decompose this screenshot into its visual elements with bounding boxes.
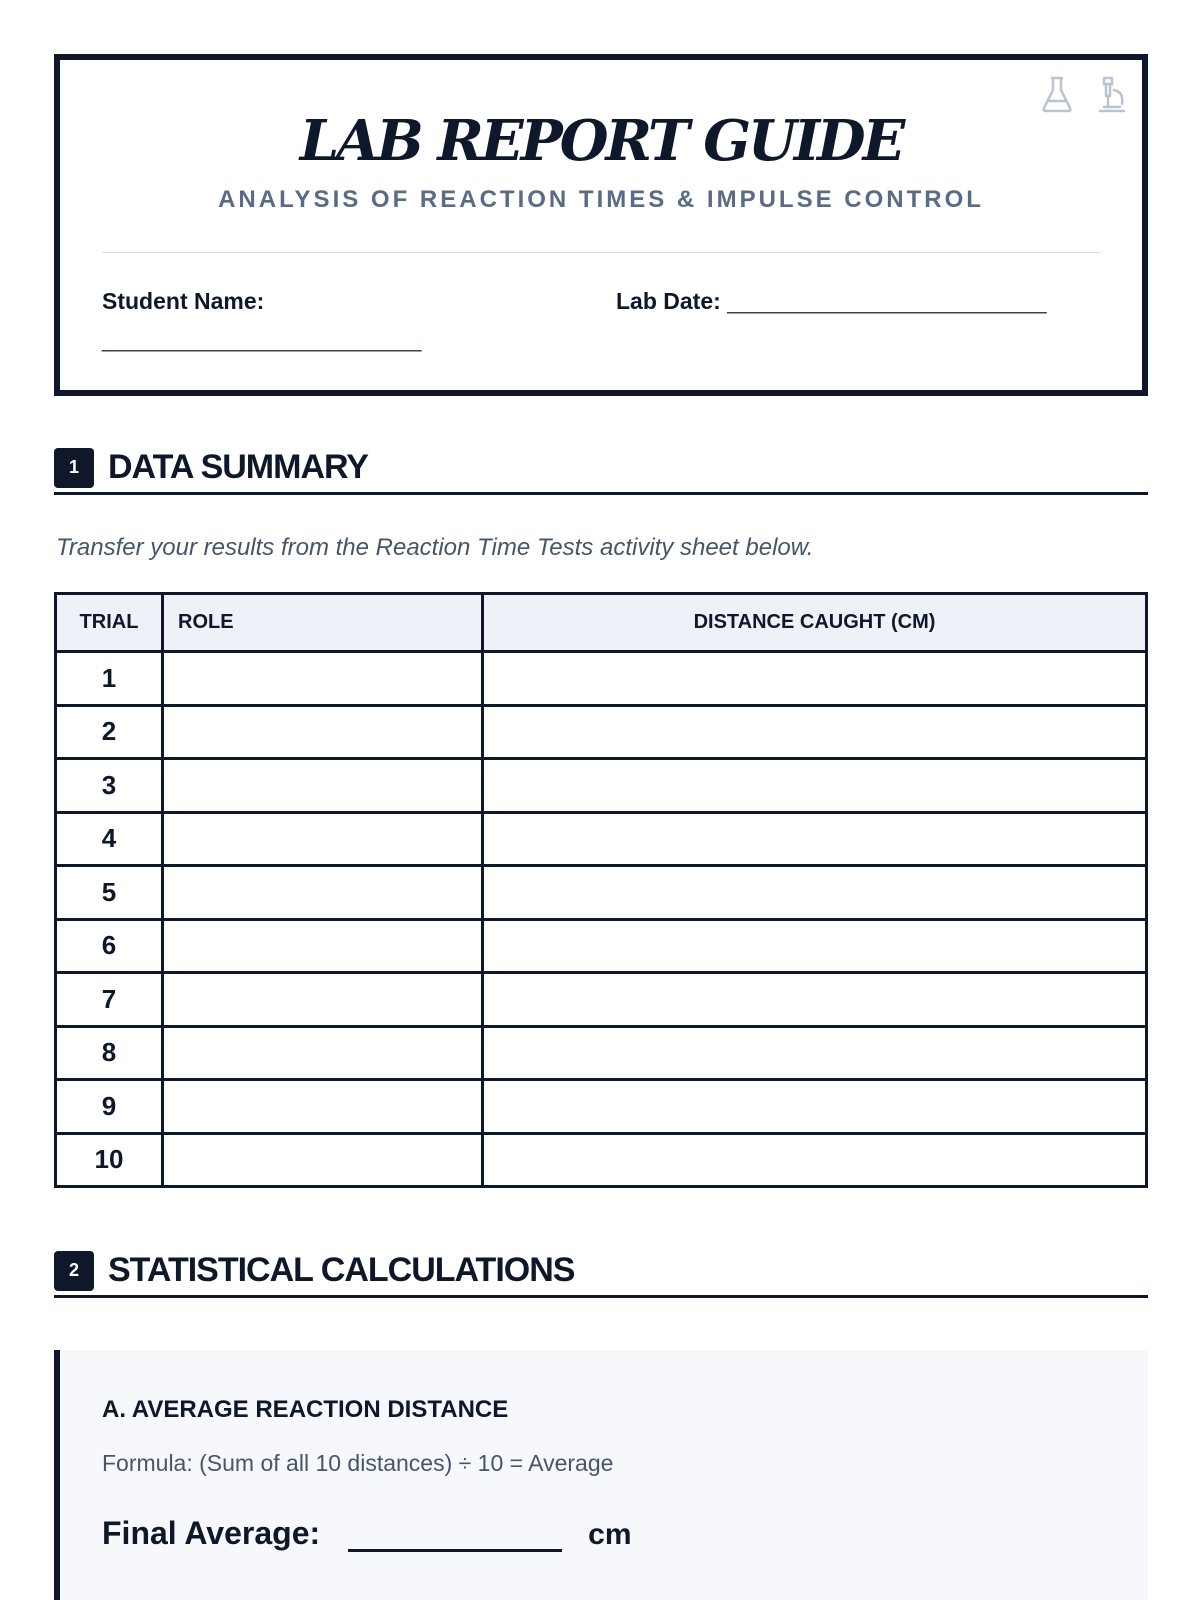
column-header-role: ROLE xyxy=(163,594,483,652)
section-data-summary-heading xyxy=(54,443,1148,495)
table-row xyxy=(56,973,1147,1027)
final-average-input[interactable] xyxy=(348,1512,562,1552)
table-row xyxy=(56,1026,1147,1080)
final-average-label: Final Average: xyxy=(102,1515,321,1551)
student-name-label: Student Name: xyxy=(102,288,265,314)
table-row xyxy=(56,919,1147,973)
trial-number: 1 xyxy=(56,652,163,706)
distance-cell[interactable] xyxy=(483,919,1147,973)
distance-cell[interactable] xyxy=(483,866,1147,920)
table-row xyxy=(56,652,1147,706)
formula-text: Formula: (Sum of all 10 distances) ÷ 10 = Average xyxy=(102,1450,614,1476)
role-cell[interactable] xyxy=(163,1133,483,1187)
final-average-row xyxy=(102,1512,632,1552)
calc-a-title: A. AVERAGE REACTION DISTANCE xyxy=(102,1396,509,1423)
trial-number: 7 xyxy=(56,973,163,1027)
distance-cell[interactable] xyxy=(483,973,1147,1027)
average-calculation-box xyxy=(54,1350,1148,1600)
role-cell[interactable] xyxy=(163,1026,483,1080)
student-name-field[interactable]: ___________________________ xyxy=(102,326,421,352)
lab-date-field[interactable]: ___________________________ xyxy=(727,288,1046,314)
distance-cell[interactable] xyxy=(483,652,1147,706)
role-cell[interactable] xyxy=(163,812,483,866)
lab-date-label xyxy=(616,288,1046,315)
trial-number: 4 xyxy=(56,812,163,866)
column-header-trial: TRIAL xyxy=(56,594,163,652)
table-row xyxy=(56,1080,1147,1134)
table-header-row xyxy=(56,594,1147,652)
distance-cell[interactable] xyxy=(483,759,1147,813)
role-cell[interactable] xyxy=(163,652,483,706)
section-title: DATA SUMMARY xyxy=(108,448,368,486)
role-cell[interactable] xyxy=(163,1080,483,1134)
column-header-distance: DISTANCE CAUGHT (CM) xyxy=(483,594,1147,652)
trial-number: 8 xyxy=(56,1026,163,1080)
data-summary-table xyxy=(54,592,1148,1188)
section-statistical-calculations-heading xyxy=(54,1246,1148,1298)
table-row xyxy=(56,1133,1147,1187)
table-row xyxy=(56,705,1147,759)
page-subtitle: ANALYSIS OF REACTION TIMES & IMPULSE CONTROL xyxy=(218,186,984,213)
table-row xyxy=(56,759,1147,813)
trial-number: 2 xyxy=(56,705,163,759)
role-cell[interactable] xyxy=(163,919,483,973)
trial-number: 9 xyxy=(56,1080,163,1134)
distance-cell[interactable] xyxy=(483,1026,1147,1080)
header-card xyxy=(54,54,1148,396)
header-divider xyxy=(102,252,1100,253)
table-row xyxy=(56,866,1147,920)
trial-number: 6 xyxy=(56,919,163,973)
distance-cell[interactable] xyxy=(483,812,1147,866)
section-number-badge: 2 xyxy=(54,1251,94,1291)
distance-cell[interactable] xyxy=(483,1080,1147,1134)
final-average-unit: cm xyxy=(588,1518,632,1551)
role-cell[interactable] xyxy=(163,759,483,813)
lab-date-label-text: Lab Date: xyxy=(616,288,721,314)
role-cell[interactable] xyxy=(163,973,483,1027)
role-cell[interactable] xyxy=(163,866,483,920)
distance-cell[interactable] xyxy=(483,1133,1147,1187)
trial-number: 3 xyxy=(56,759,163,813)
section-title: STATISTICAL CALCULATIONS xyxy=(108,1251,575,1289)
trial-number: 10 xyxy=(56,1133,163,1187)
role-cell[interactable] xyxy=(163,705,483,759)
instruction-text: Transfer your results from the Reaction Time Tests activity sheet below. xyxy=(56,534,814,561)
trial-number: 5 xyxy=(56,866,163,920)
table-row xyxy=(56,812,1147,866)
page-title: LAB REPORT GUIDE xyxy=(299,108,903,174)
section-number-badge: 1 xyxy=(54,448,94,488)
distance-cell[interactable] xyxy=(483,705,1147,759)
